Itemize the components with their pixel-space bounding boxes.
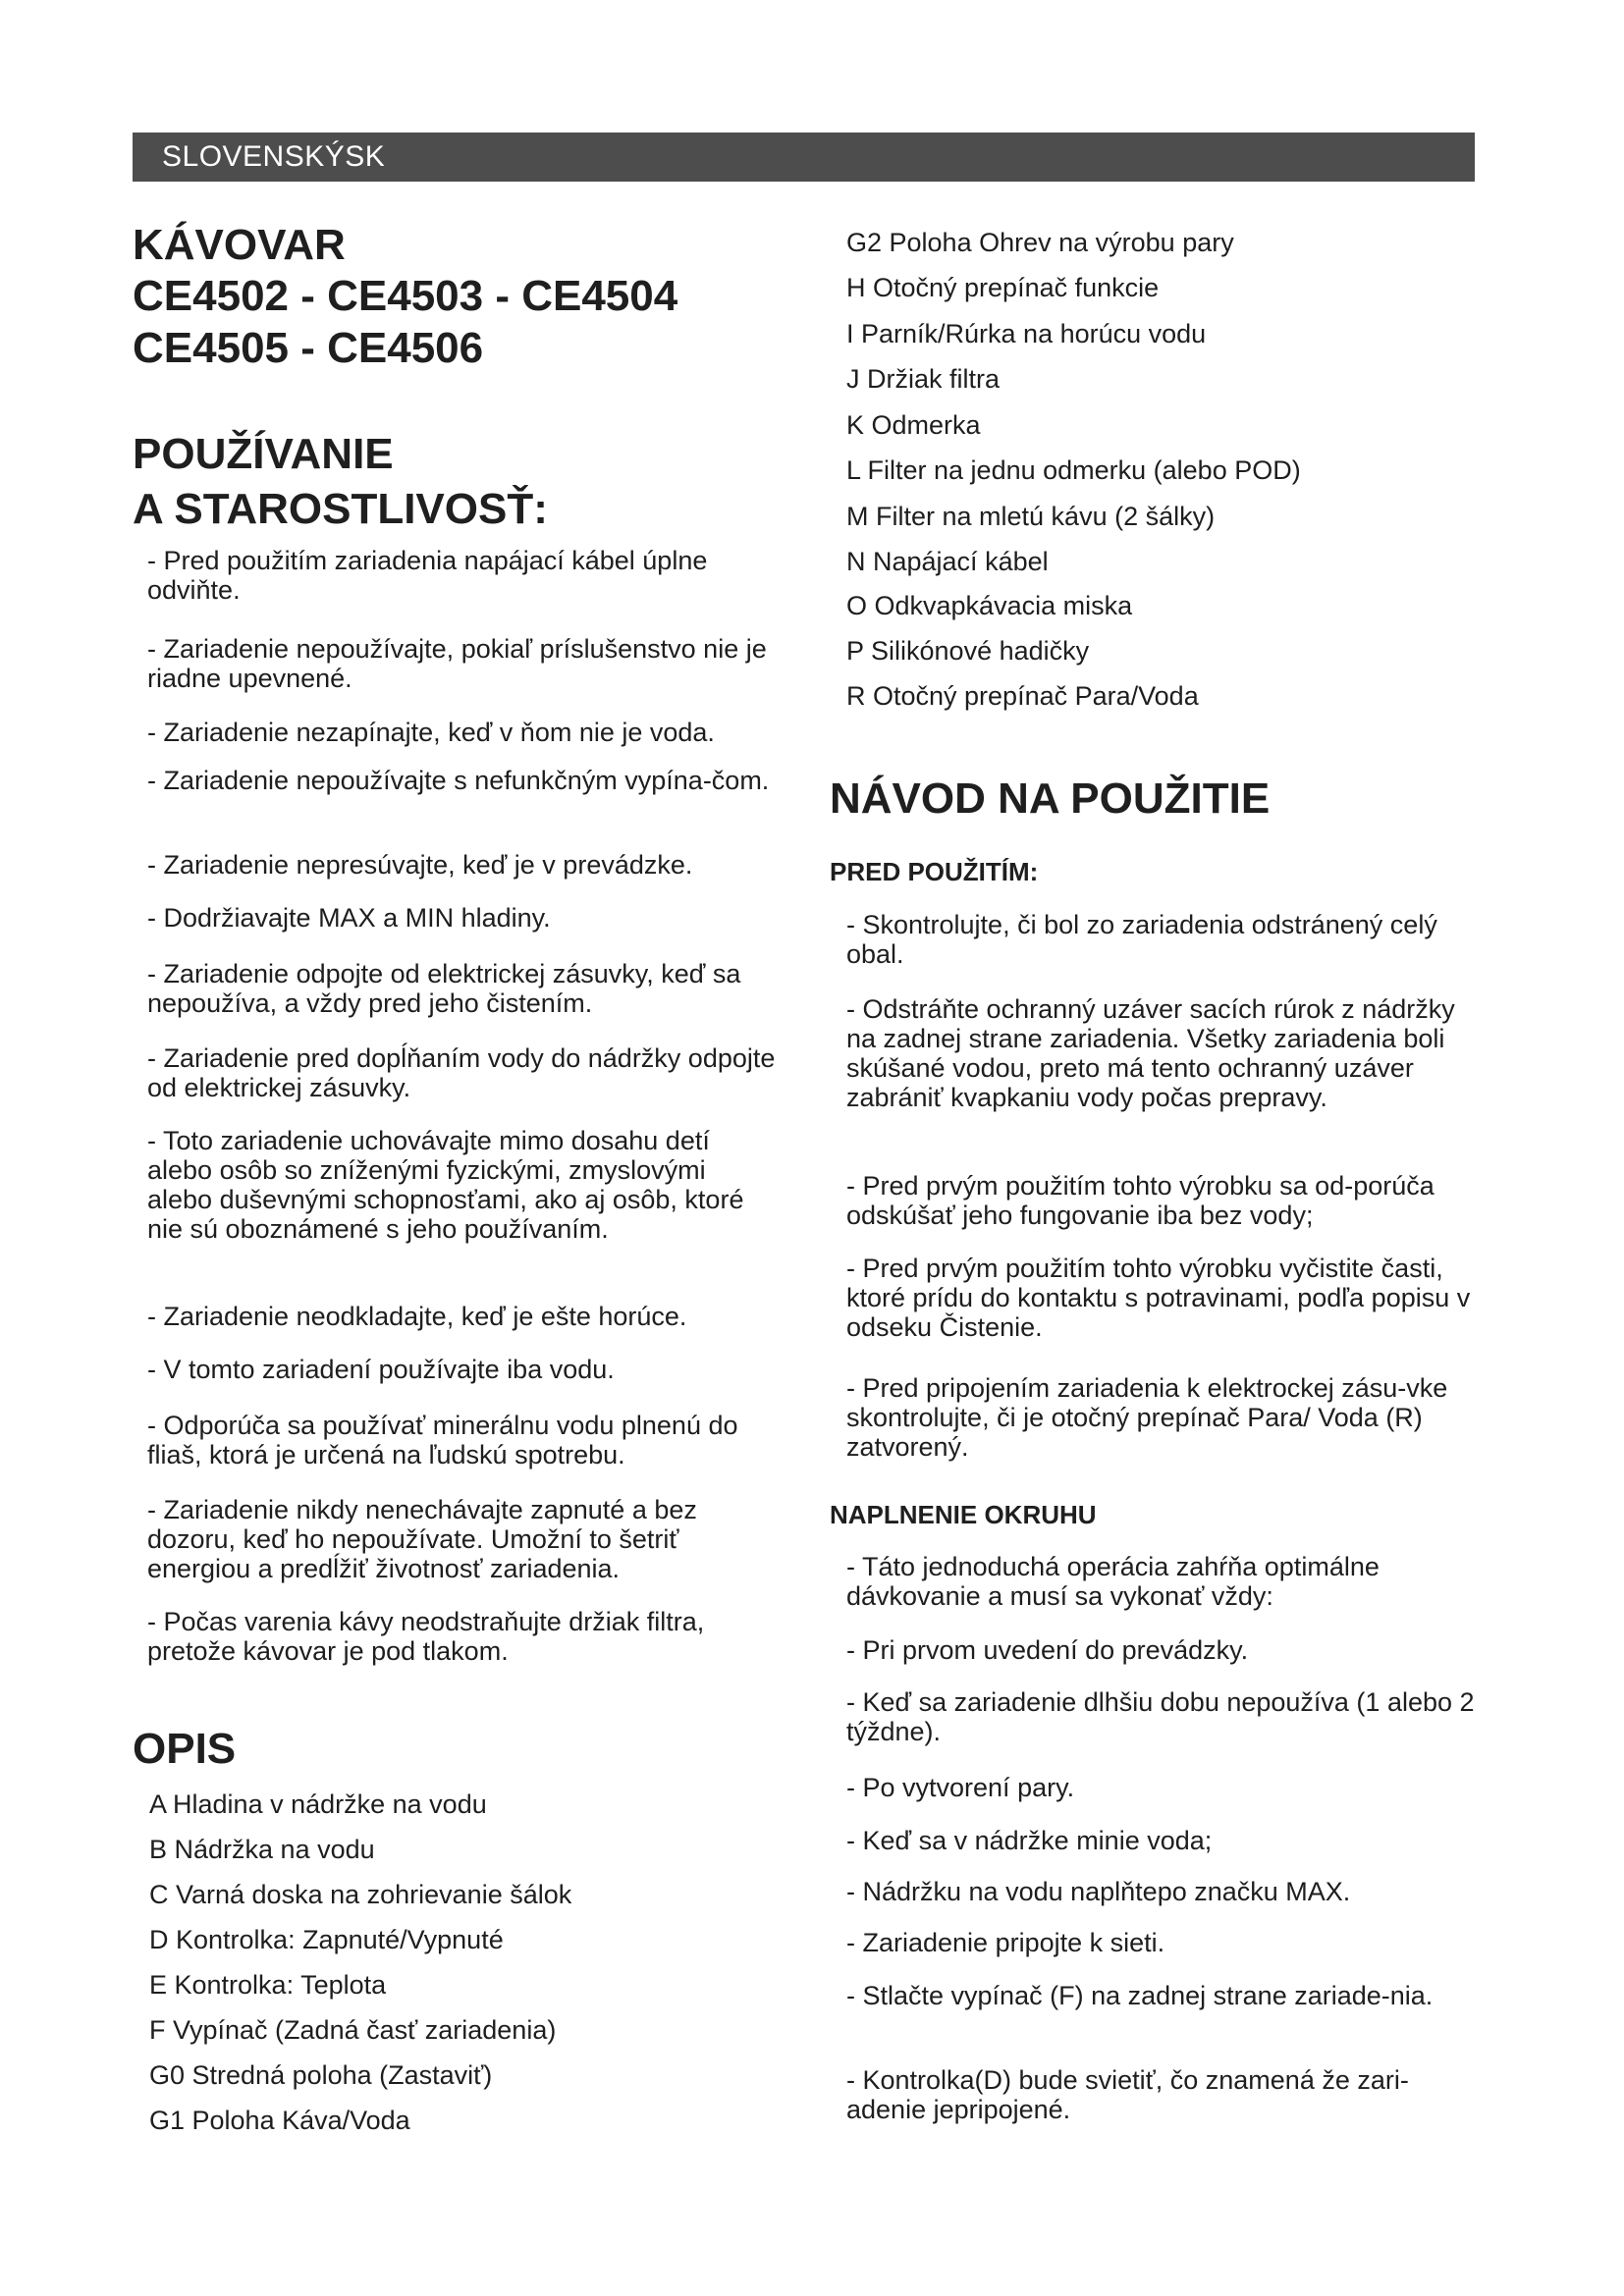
care-item: - Počas varenia kávy neodstraňujte držiak filtra, pretože kávovar je pod tlakom.	[147, 1607, 705, 1666]
circuit-item: - Táto jednoduchá operácia zahŕňa optimálne dávkovanie a musí sa vykonať vždy:	[846, 1552, 1380, 1611]
care-item: - Zariadenie nepoužívajte s nefunkčným vypína-čom.	[147, 766, 770, 795]
before-use-item: - Pred prvým použitím tohto výrobku sa od-porúča odskúšať jeho fungovanie iba bez vody;	[846, 1171, 1435, 1230]
component-item: M Filter na mletú kávu (2 šálky)	[846, 502, 1216, 531]
component-item: P Silikónové hadičky	[846, 636, 1090, 666]
care-item: - V tomto zariadení používajte iba vodu.	[147, 1355, 615, 1384]
care-item: - Toto zariadenie uchovávajte mimo dosahu detí alebo osôb so zníženými fyzickými, zmyslovými alebo duševnými schopnosťami, ako aj osôb, ktoré nie sú oboznámené s jeho používaním.	[147, 1126, 744, 1244]
care-item: - Zariadenie nepoužívajte, pokiaľ príslušenstvo nie je riadne upevnené.	[147, 634, 767, 693]
care-item: - Odporúča sa používať minerálnu vodu plnenú do fliaš, ktorá je určená na ľudskú spotrebu.	[147, 1411, 738, 1469]
language-label: SLOVENSKÝSK	[162, 140, 386, 173]
component-item: I Parník/Rúrka na horúcu vodu	[846, 319, 1207, 348]
component-item: E Kontrolka: Teplota	[149, 1970, 387, 2000]
care-item: - Zariadenie odpojte od elektrickej zásuvky, keď sa nepoužíva, a vždy pred jeho čistením.	[147, 959, 741, 1018]
before-use-item: - Pred prvým použitím tohto výrobku vyčistite časti, ktoré prídu do kontaktu s potravinami, podľa popisu v odseku Čistenie.	[846, 1254, 1471, 1342]
care-item: - Dodržiavajte MAX a MIN hladiny.	[147, 903, 551, 933]
circuit-item: - Keď sa v nádržke minie voda;	[846, 1826, 1213, 1855]
component-item: R Otočný prepínač Para/Voda	[846, 681, 1199, 711]
doc-title-line-3: CE4505 - CE4506	[133, 324, 484, 372]
component-item: D Kontrolka: Zapnuté/Vypnuté	[149, 1925, 504, 1954]
care-item: - Zariadenie neodkladajte, keď je ešte horúce.	[147, 1302, 687, 1331]
component-item: A Hladina v nádržke na vodu	[149, 1789, 487, 1819]
component-item: G1 Poloha Káva/Voda	[149, 2106, 410, 2135]
care-item: - Zariadenie nikdy nenechávajte zapnuté a bez dozoru, keď ho nepoužívate. Umožní to šetriť energiou a predĺžiť životnosť zariadenia.	[147, 1495, 697, 1583]
component-item: H Otočný prepínač funkcie	[846, 273, 1160, 302]
before-use-heading: PRED POUŽITÍM:	[830, 857, 1039, 886]
component-item: K Odmerka	[846, 410, 981, 440]
circuit-item: - Kontrolka(D) bude svietiť, čo znamená že zari-adenie jepripojené.	[846, 2065, 1409, 2124]
component-item: B Nádržka na vodu	[149, 1835, 375, 1864]
care-heading-line-1: POUŽÍVANIE	[133, 430, 394, 478]
doc-title-line-1: KÁVOVAR	[133, 221, 346, 269]
circuit-item: - Stlačte vypínač (F) na zadnej strane zariade-nia.	[846, 1981, 1434, 2010]
circuit-heading: NAPLNENIE OKRUHU	[830, 1500, 1097, 1529]
component-item: G2 Poloha Ohrev na výrobu pary	[846, 228, 1234, 257]
component-item: C Varná doska na zohrievanie šálok	[149, 1880, 572, 1909]
circuit-item: - Pri prvom uvedení do prevádzky.	[846, 1635, 1249, 1665]
circuit-item: - Zariadenie pripojte k sieti.	[846, 1928, 1165, 1957]
care-item: - Zariadenie pred dopĺňaním vody do nádržky odpojte od elektrickej zásuvky.	[147, 1043, 776, 1102]
component-item: N Napájací kábel	[846, 547, 1049, 576]
before-use-item: - Pred pripojením zariadenia k elektrockej zásu-vke skontrolujte, či je otočný prepínač Para/ Voda (R) zatvorený.	[846, 1373, 1448, 1462]
before-use-item: - Skontrolujte, či bol zo zariadenia odstránený celý obal.	[846, 910, 1437, 969]
care-item: - Zariadenie nepresúvajte, keď je v prevádzke.	[147, 850, 693, 880]
circuit-item: - Keď sa zariadenie dlhšiu dobu nepoužíva (1 alebo 2 týždne).	[846, 1687, 1475, 1746]
care-item: - Zariadenie nezapínajte, keď v ňom nie je voda.	[147, 718, 715, 747]
care-item: - Pred použitím zariadenia napájací kábel úplne odviňte.	[147, 546, 708, 605]
circuit-item: - Po vytvorení pary.	[846, 1773, 1075, 1802]
circuit-item: - Nádržku na vodu naplňtepo značku MAX.	[846, 1877, 1351, 1906]
usage-heading: NÁVOD NA POUŽITIE	[830, 774, 1271, 823]
care-heading-line-2: A STAROSTLIVOSŤ:	[133, 485, 548, 533]
component-item: J Držiak filtra	[846, 364, 1001, 394]
doc-title-line-2: CE4502 - CE4503 - CE4504	[133, 272, 678, 320]
opis-heading: OPIS	[133, 1725, 237, 1773]
component-item: O Odkvapkávacia miska	[846, 591, 1133, 620]
before-use-item: - Odstráňte ochranný uzáver sacích rúrok z nádržky na zadnej strane zariadenia. Všetky zariadenia boli skúšané vodou, preto má tento ochranný uzáver zabrániť kvapkaniu vody počas prepravy.	[846, 994, 1455, 1112]
component-item: F Vypínač (Zadná časť zariadenia)	[149, 2015, 557, 2045]
component-item: L Filter na jednu odmerku (alebo POD)	[846, 455, 1301, 485]
language-banner	[133, 133, 1475, 182]
component-item: G0 Stredná poloha (Zastaviť)	[149, 2060, 493, 2090]
